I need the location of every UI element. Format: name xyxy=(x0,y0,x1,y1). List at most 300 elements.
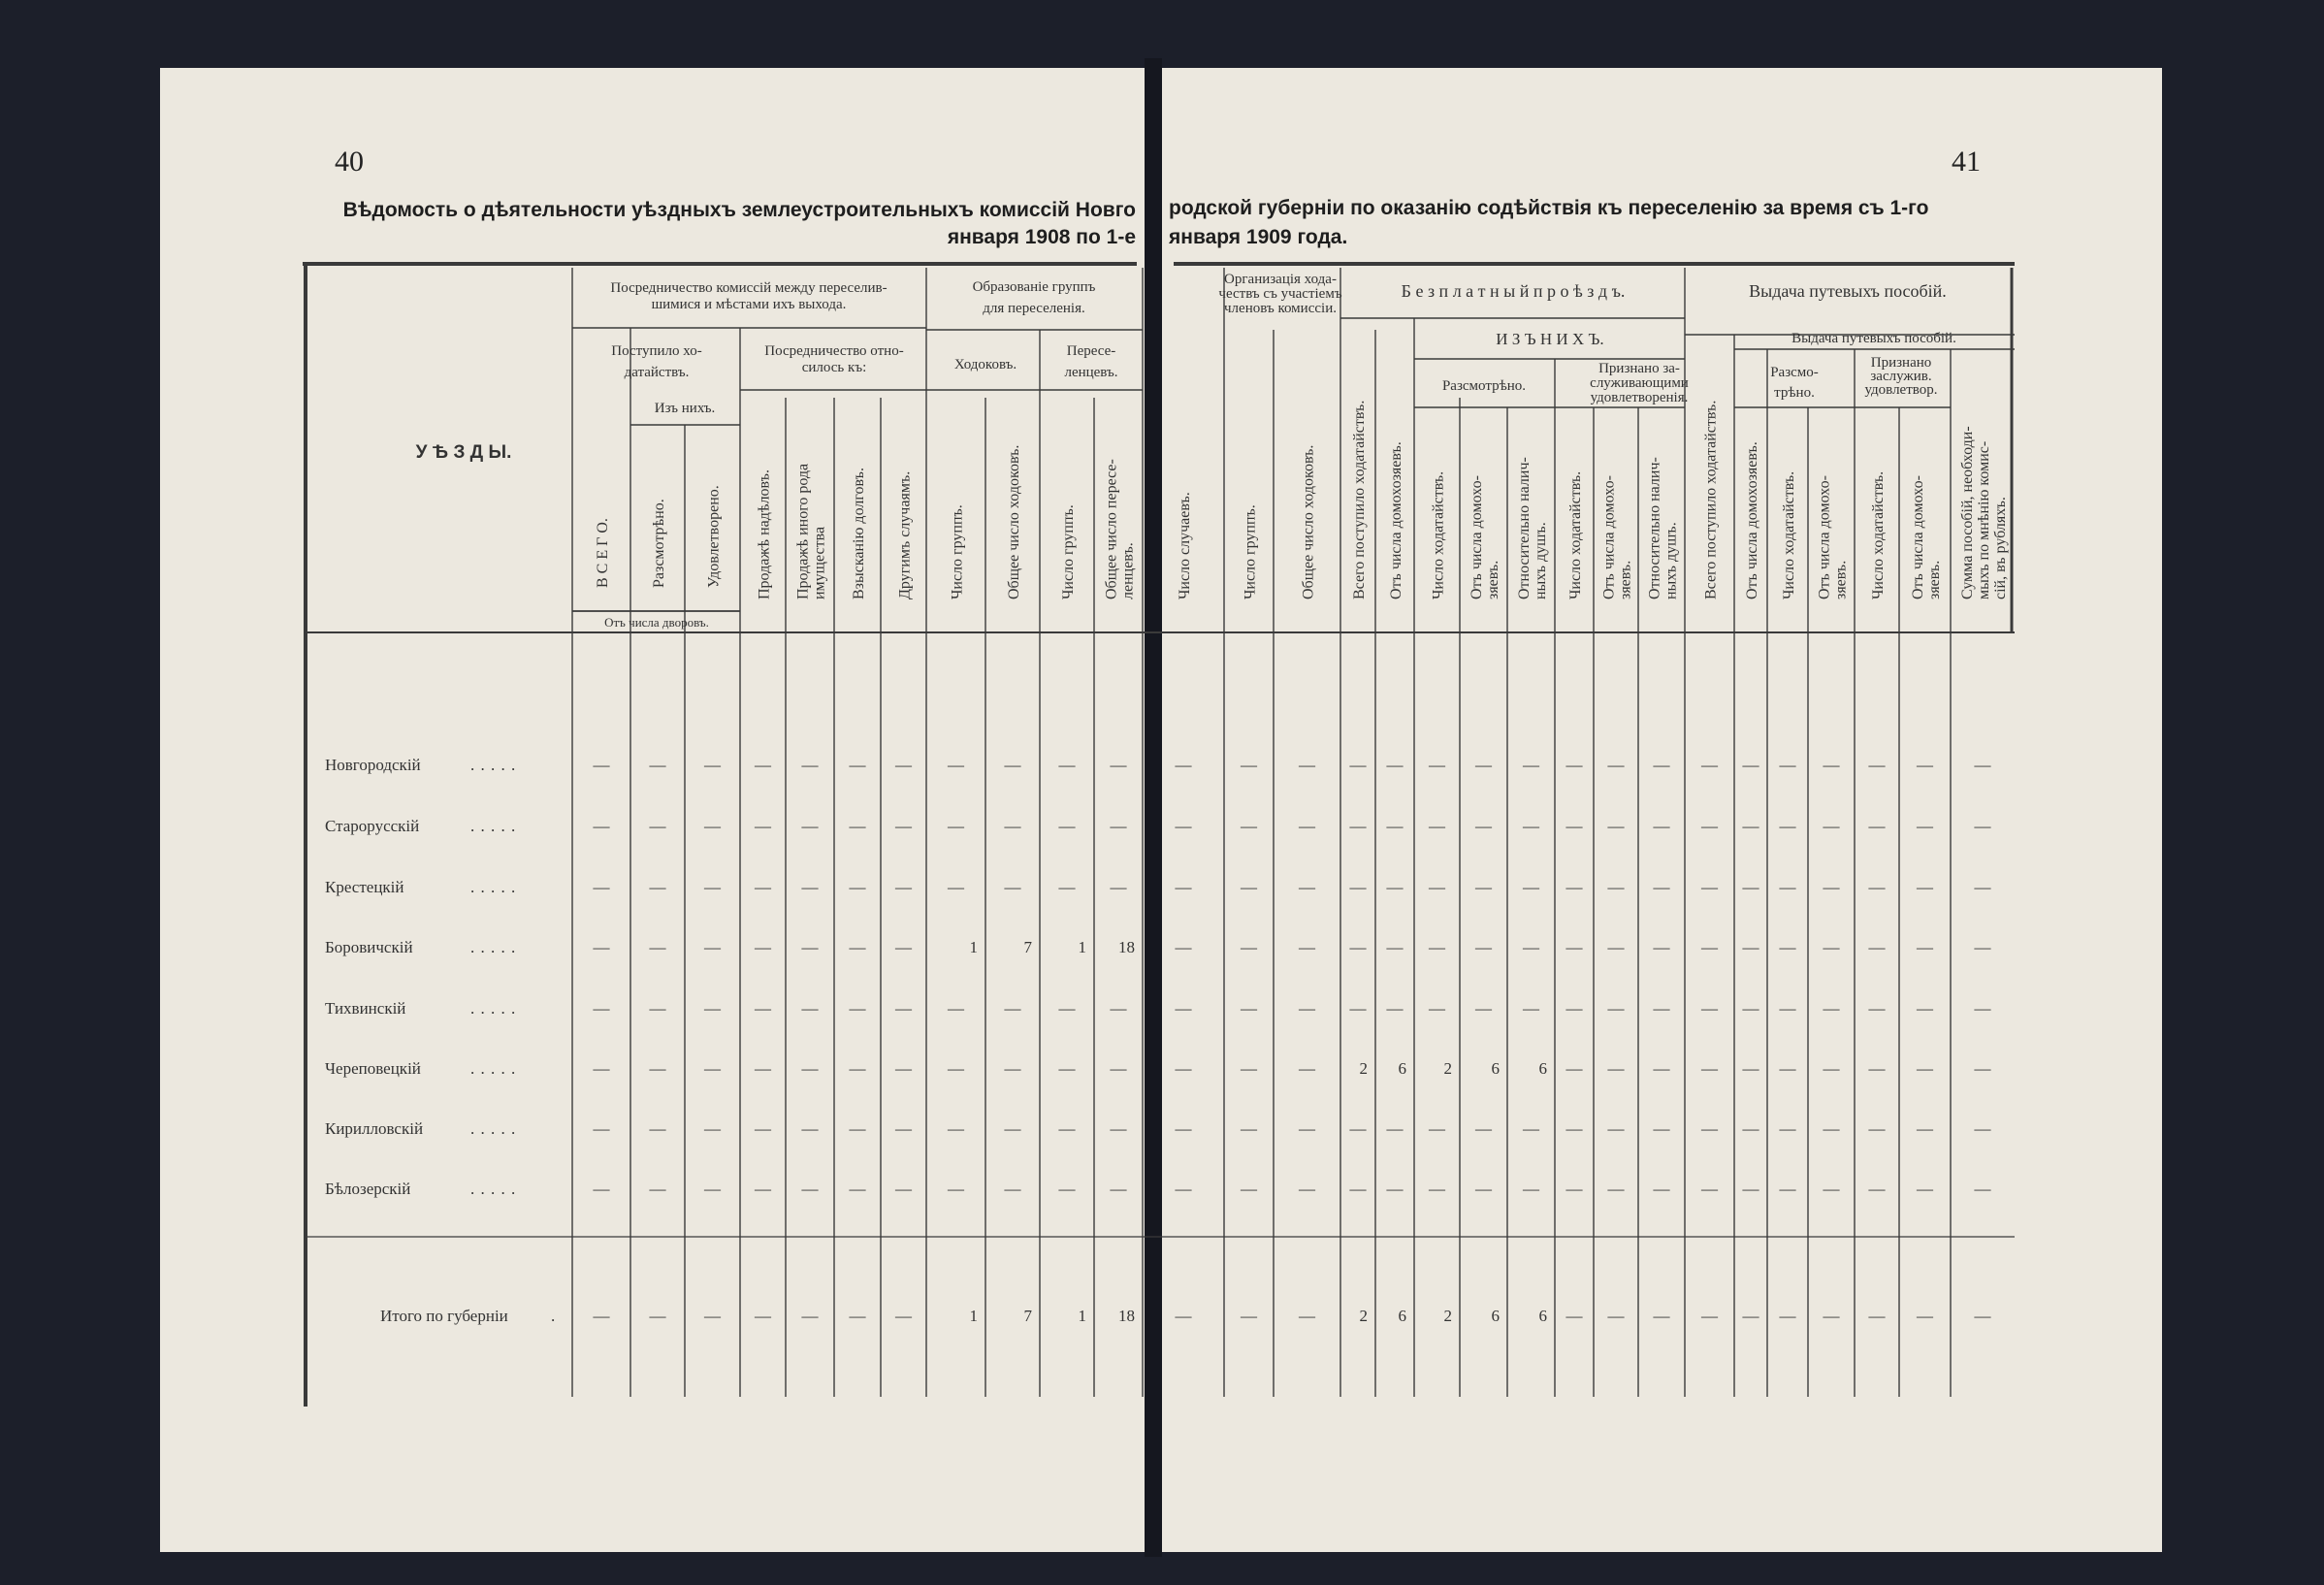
row-2-dash: — xyxy=(1429,817,1445,835)
row-5-dash: — xyxy=(1175,999,1192,1018)
column-header-5: имущества xyxy=(811,526,828,599)
row-2-dash: — xyxy=(1868,817,1886,835)
total-row-dash: — xyxy=(1742,1307,1759,1325)
row-8-dash: — xyxy=(1523,1180,1539,1198)
row-4-value: 1 xyxy=(1078,938,1086,956)
column-header-26: зяевъ. xyxy=(1832,560,1850,599)
row-6-dash: — xyxy=(1917,1059,1933,1078)
row-6-dash: — xyxy=(849,1059,866,1078)
posred-otnos-header: Посредничество отно- xyxy=(764,343,904,359)
row-8-dash: — xyxy=(1386,1180,1404,1198)
row-6-dash: — xyxy=(1779,1059,1796,1078)
row-8-leader-dots: . . . . . xyxy=(470,1180,517,1198)
row-4-dash: — xyxy=(1386,938,1404,956)
row-7-dash: — xyxy=(1742,1119,1759,1138)
row-2-dash: — xyxy=(1779,817,1796,835)
row-4-dash: — xyxy=(1241,938,1257,956)
total-row-dash: — xyxy=(1823,1307,1840,1325)
column-header-29: сій, въ рубляхъ. xyxy=(1992,497,2009,599)
row-5-dash: — xyxy=(948,999,964,1018)
row-1-dash: — xyxy=(1779,756,1796,774)
row-3-dash: — xyxy=(1241,878,1257,896)
group-header-organizatsiya: Организація хода- xyxy=(1224,272,1337,287)
row-3-dash: — xyxy=(1742,878,1759,896)
row-6-dash: — xyxy=(948,1059,964,1078)
row-7-dash: — xyxy=(895,1119,912,1138)
row-6-leader-dots: . . . . . xyxy=(470,1059,517,1078)
row-2-dash: — xyxy=(1475,817,1492,835)
row-8-dash: — xyxy=(1058,1180,1076,1198)
row-8-dash: — xyxy=(1175,1180,1192,1198)
row-7-dash: — xyxy=(1823,1119,1840,1138)
row-4-dash: — xyxy=(1653,938,1670,956)
row-1-leader-dots: . . . . . xyxy=(470,756,517,774)
total-row-dash: — xyxy=(1241,1307,1257,1325)
row-8-dash: — xyxy=(1868,1180,1886,1198)
total-row-value: 1 xyxy=(969,1307,978,1325)
row-1-dash: — xyxy=(849,756,866,774)
total-row-dash: — xyxy=(755,1307,771,1325)
group-header-bezplatny: Б е з п л а т н ы й п р о ѣ з д ъ. xyxy=(1401,281,1626,301)
group-header-posrednichestvo: Посредничество комиссій между переселив- xyxy=(610,280,888,296)
row-2-name: Старорусскій xyxy=(325,817,420,835)
row-2-dash: — xyxy=(1110,817,1127,835)
row-1-dash: — xyxy=(1110,756,1127,774)
column-header-8: Число группъ. xyxy=(949,504,966,599)
row-7-dash: — xyxy=(1004,1119,1021,1138)
column-header-3: Удовлетворено. xyxy=(705,485,723,588)
total-row-value: 2 xyxy=(1443,1307,1452,1325)
row-7-dash: — xyxy=(1974,1119,1991,1138)
row-6-dash: — xyxy=(1241,1059,1257,1078)
row-8-dash: — xyxy=(1241,1180,1257,1198)
column-header-6: Взысканію долговъ. xyxy=(851,468,867,599)
row-7-dash: — xyxy=(1429,1119,1445,1138)
row-6-dash: — xyxy=(801,1059,819,1078)
column-header-18: Отъ числа домохо- xyxy=(1469,475,1485,599)
row-7-dash: — xyxy=(1868,1119,1886,1138)
row-7-dash: — xyxy=(755,1119,771,1138)
row-4-dash: — xyxy=(895,938,912,956)
row-3-dash: — xyxy=(1523,878,1539,896)
row-2-dash: — xyxy=(649,817,666,835)
row-3-dash: — xyxy=(801,878,819,896)
row-4-value: 7 xyxy=(1023,938,1032,956)
row-5-dash: — xyxy=(1742,999,1759,1018)
row-6-value: 6 xyxy=(1398,1059,1406,1078)
row-7-dash: — xyxy=(704,1119,721,1138)
row-5-dash: — xyxy=(704,999,721,1018)
row-6-value: 6 xyxy=(1538,1059,1547,1078)
row-6-dash: — xyxy=(1110,1059,1127,1078)
column-header-12: Число случаевъ. xyxy=(1177,492,1193,599)
row-7-dash: — xyxy=(801,1119,819,1138)
column-header-1: В С Е Г О. xyxy=(595,518,611,588)
row-7-dash: — xyxy=(948,1119,964,1138)
column-header-22: Относительно налич- xyxy=(1646,457,1663,599)
row-8-dash: — xyxy=(1004,1180,1021,1198)
row-1-dash: — xyxy=(1974,756,1991,774)
row-8-dash: — xyxy=(1429,1180,1445,1198)
row-5-dash: — xyxy=(1349,999,1367,1018)
total-row-dash: — xyxy=(1299,1307,1315,1325)
total-row-value: 1 xyxy=(1078,1307,1086,1325)
row-3-dash: — xyxy=(704,878,721,896)
khodokov-header: Ходоковъ. xyxy=(953,357,1017,372)
row-2-dash: — xyxy=(704,817,721,835)
row-3-dash: — xyxy=(1653,878,1670,896)
row-6-dash: — xyxy=(1974,1059,1991,1078)
row-3-dash: — xyxy=(1386,878,1404,896)
razsmo-header: трѣно. xyxy=(1774,385,1815,401)
column-header-24: Отъ числа домохозяевъ. xyxy=(1744,441,1760,599)
column-header-4: Продажѣ надѣловъ. xyxy=(756,469,773,599)
row-2-dash: — xyxy=(948,817,964,835)
total-row-dash: — xyxy=(1565,1307,1583,1325)
column-header-17: Число ходатайствъ. xyxy=(1430,470,1447,599)
row-8-dash: — xyxy=(1917,1180,1933,1198)
iz-nikh-header: Изъ нихъ. xyxy=(654,401,716,416)
row-4-dash: — xyxy=(801,938,819,956)
row-7-dash: — xyxy=(649,1119,666,1138)
priznano2-header: удовлетвор. xyxy=(1864,382,1938,398)
row-8-dash: — xyxy=(1349,1180,1367,1198)
column-header-7: Другимъ случаямъ. xyxy=(896,470,914,599)
row-1-dash: — xyxy=(1701,756,1718,774)
row-6-value: 2 xyxy=(1359,1059,1368,1078)
razsmo-header: Разсмо- xyxy=(1770,365,1819,380)
row-5-dash: — xyxy=(649,999,666,1018)
row-5-dash: — xyxy=(1523,999,1539,1018)
row-6-dash: — xyxy=(895,1059,912,1078)
postupilo-header: Поступило хо- xyxy=(611,343,702,359)
total-row-dash: — xyxy=(1917,1307,1933,1325)
row-1-dash: — xyxy=(895,756,912,774)
row-7-dash: — xyxy=(1701,1119,1718,1138)
row-3-dash: — xyxy=(1607,878,1625,896)
row-1-dash: — xyxy=(801,756,819,774)
row-8-dash: — xyxy=(1565,1180,1583,1198)
group-header-obrazovanie: для переселенія. xyxy=(983,301,1085,316)
total-row-dash: — xyxy=(649,1307,666,1325)
row-6-dash: — xyxy=(1742,1059,1759,1078)
row-6-dash: — xyxy=(1565,1059,1583,1078)
row-6-value: 2 xyxy=(1443,1059,1452,1078)
column-header-29: Сумма пособій, необходи- xyxy=(1959,426,1976,599)
row-3-dash: — xyxy=(755,878,771,896)
total-row-dash: — xyxy=(1974,1307,1991,1325)
priznano-header: служивающими xyxy=(1590,375,1689,391)
row-8-dash: — xyxy=(649,1180,666,1198)
row-7-dash: — xyxy=(1779,1119,1796,1138)
row-2-dash: — xyxy=(1299,817,1315,835)
column-header-21: Отъ числа домохо- xyxy=(1600,475,1618,599)
column-header-15: Всего поступило ходатайствъ. xyxy=(1351,400,1368,599)
row-2-dash: — xyxy=(1823,817,1840,835)
row-1-dash: — xyxy=(1241,756,1257,774)
row-3-dash: — xyxy=(1175,878,1192,896)
row-4-dash: — xyxy=(1349,938,1367,956)
row-4-value: 18 xyxy=(1118,938,1135,956)
row-3-dash: — xyxy=(1701,878,1718,896)
total-row-dash: — xyxy=(593,1307,610,1325)
row-5-dash: — xyxy=(1868,999,1886,1018)
column-header-10: Число группъ. xyxy=(1060,504,1077,599)
column-header-26: Отъ числа домохо- xyxy=(1816,475,1833,599)
row-4-dash: — xyxy=(1607,938,1625,956)
row-8-dash: — xyxy=(704,1180,721,1198)
row-1-dash: — xyxy=(1607,756,1625,774)
row-5-dash: — xyxy=(1701,999,1718,1018)
row-5-leader-dots: . . . . . xyxy=(470,999,517,1018)
row-1-dash: — xyxy=(1917,756,1933,774)
row-8-dash: — xyxy=(1779,1180,1796,1198)
row-6-dash: — xyxy=(593,1059,610,1078)
row-5-name: Тихвинскій xyxy=(325,999,406,1018)
row-3-dash: — xyxy=(593,878,610,896)
row-4-dash: — xyxy=(1742,938,1759,956)
row-2-dash: — xyxy=(801,817,819,835)
row-1-dash: — xyxy=(1299,756,1315,774)
row-8-dash: — xyxy=(801,1180,819,1198)
row-1-name: Новгородскій xyxy=(325,756,421,774)
row-4-dash: — xyxy=(1475,938,1492,956)
row-2-dash: — xyxy=(1742,817,1759,835)
row-6-dash: — xyxy=(1607,1059,1625,1078)
total-row-value: 6 xyxy=(1398,1307,1406,1325)
column-header-20: Число ходатайствъ. xyxy=(1567,470,1584,599)
row-5-dash: — xyxy=(1386,999,1404,1018)
row-5-dash: — xyxy=(1607,999,1625,1018)
total-row-dash: — xyxy=(801,1307,819,1325)
pereselentsev-header: ленцевъ. xyxy=(1064,365,1118,380)
row-6-dash: — xyxy=(649,1059,666,1078)
row-1-dash: — xyxy=(1429,756,1445,774)
row-4-dash: — xyxy=(755,938,771,956)
total-row-dash: — xyxy=(1868,1307,1886,1325)
row-8-dash: — xyxy=(593,1180,610,1198)
row-6-dash: — xyxy=(1004,1059,1021,1078)
row-4-dash: — xyxy=(1565,938,1583,956)
row-6-dash: — xyxy=(1701,1059,1718,1078)
row-1-dash: — xyxy=(1004,756,1021,774)
row-7-dash: — xyxy=(1241,1119,1257,1138)
column-header-2: Разсмотрѣно. xyxy=(651,499,667,588)
row-8-dash: — xyxy=(1475,1180,1492,1198)
row-6-dash: — xyxy=(1823,1059,1840,1078)
row-2-dash: — xyxy=(1607,817,1625,835)
row-3-dash: — xyxy=(1475,878,1492,896)
row-7-dash: — xyxy=(1475,1119,1492,1138)
row-3-dash: — xyxy=(1823,878,1840,896)
row-4-dash: — xyxy=(849,938,866,956)
row-2-dash: — xyxy=(1974,817,1991,835)
column-header-11: Общее число пересе- xyxy=(1103,459,1120,599)
row-2-dash: — xyxy=(1058,817,1076,835)
row-5-dash: — xyxy=(1110,999,1127,1018)
row-4-value: 1 xyxy=(969,938,978,956)
row-5-dash: — xyxy=(755,999,771,1018)
page-number-left: 40 xyxy=(335,146,364,178)
row-4-name: Боровичскій xyxy=(325,938,413,956)
row-1-dash: — xyxy=(1823,756,1840,774)
row-8-dash: — xyxy=(1299,1180,1315,1198)
row-4-dash: — xyxy=(1974,938,1991,956)
row-1-dash: — xyxy=(1175,756,1192,774)
row-4-dash: — xyxy=(649,938,666,956)
row-3-dash: — xyxy=(1349,878,1367,896)
priznano2-header: заслужив. xyxy=(1870,369,1932,384)
group-header-posrednichestvo: шимися и мѣстами ихъ выхода. xyxy=(651,297,847,312)
column-header-13: Число группъ. xyxy=(1242,504,1259,599)
vydacha-sub-header: Выдача путевыхъ пособій. xyxy=(1791,331,1956,346)
column-header-19: Относительно налич- xyxy=(1516,457,1533,599)
row-5-dash: — xyxy=(593,999,610,1018)
group-header-organizatsiya: членовъ комиссіи. xyxy=(1224,301,1337,316)
total-row-dash: — xyxy=(1653,1307,1670,1325)
row-2-dash: — xyxy=(1241,817,1257,835)
row-2-dash: — xyxy=(1565,817,1583,835)
row-1-dash: — xyxy=(1868,756,1886,774)
row-7-dash: — xyxy=(1175,1119,1192,1138)
row-2-dash: — xyxy=(1004,817,1021,835)
row-5-dash: — xyxy=(1299,999,1315,1018)
ot-chisla-dvorov-header: Отъ числа дворовъ. xyxy=(604,615,709,630)
total-row-dash: — xyxy=(849,1307,866,1325)
row-8-dash: — xyxy=(1974,1180,1991,1198)
row-3-dash: — xyxy=(1429,878,1445,896)
row-5-dash: — xyxy=(1429,999,1445,1018)
row-5-dash: — xyxy=(895,999,912,1018)
row-3-dash: — xyxy=(1779,878,1796,896)
row-1-dash: — xyxy=(1523,756,1539,774)
column-header-19: ныхъ душъ. xyxy=(1533,522,1549,599)
row-2-leader-dots: . . . . . xyxy=(470,817,517,835)
row-8-name: Бѣлозерскій xyxy=(325,1180,411,1198)
row-2-dash: — xyxy=(1175,817,1192,835)
row-3-dash: — xyxy=(1110,878,1127,896)
priznano-header: удовлетворенія. xyxy=(1590,390,1689,405)
row-5-dash: — xyxy=(1565,999,1583,1018)
row-2-dash: — xyxy=(593,817,610,835)
total-row-value: 18 xyxy=(1118,1307,1135,1325)
row-2-dash: — xyxy=(1386,817,1404,835)
row-6-value: 6 xyxy=(1491,1059,1500,1078)
row-3-dash: — xyxy=(649,878,666,896)
row-1-dash: — xyxy=(704,756,721,774)
total-row-dash: — xyxy=(1175,1307,1192,1325)
row-4-dash: — xyxy=(1868,938,1886,956)
row-5-dash: — xyxy=(1475,999,1492,1018)
row-4-dash: — xyxy=(1779,938,1796,956)
row-2-dash: — xyxy=(1917,817,1933,835)
row-5-dash: — xyxy=(1058,999,1076,1018)
row-4-dash: — xyxy=(1299,938,1315,956)
page-number-right: 41 xyxy=(1952,146,1981,178)
iz-nikh-big-header: И З Ъ Н И Х Ъ. xyxy=(1496,330,1604,348)
row-8-dash: — xyxy=(1110,1180,1127,1198)
column-header-11: ленцевъ. xyxy=(1119,542,1137,599)
row-1-dash: — xyxy=(649,756,666,774)
group-header-obrazovanie: Образованіе группъ xyxy=(972,279,1096,295)
row-8-dash: — xyxy=(895,1180,912,1198)
title-line2-left: января 1908 по 1-е xyxy=(947,226,1136,248)
column-header-16: Отъ числа домохозяевъ. xyxy=(1388,441,1404,599)
row-7-name: Кирилловскій xyxy=(325,1119,424,1138)
row-5-dash: — xyxy=(1241,999,1257,1018)
column-header-23: Всего поступило ходатайствъ. xyxy=(1702,400,1720,599)
row-4-dash: — xyxy=(704,938,721,956)
column-header-28: Отъ числа домохо- xyxy=(1910,475,1926,599)
column-header-25: Число ходатайствъ. xyxy=(1781,470,1797,599)
total-row-leader-dots: . xyxy=(551,1307,557,1325)
row-1-dash: — xyxy=(593,756,610,774)
row-4-dash: — xyxy=(1429,938,1445,956)
row-3-name: Крестецкій xyxy=(325,878,404,896)
row-5-dash: — xyxy=(1823,999,1840,1018)
row-2-dash: — xyxy=(1653,817,1670,835)
row-6-dash: — xyxy=(1653,1059,1670,1078)
row-5-dash: — xyxy=(1004,999,1021,1018)
row-7-dash: — xyxy=(1386,1119,1404,1138)
row-6-dash: — xyxy=(1058,1059,1076,1078)
title-line1-left: Вѣдомость о дѣятельности уѣздныхъ землеустроительныхъ комиссій Новго xyxy=(342,199,1136,221)
row-8-dash: — xyxy=(1742,1180,1759,1198)
total-row-dash: — xyxy=(895,1307,912,1325)
priznano2-header: Признано xyxy=(1870,355,1932,371)
row-2-dash: — xyxy=(755,817,771,835)
row-7-dash: — xyxy=(1607,1119,1625,1138)
total-row-value: 6 xyxy=(1491,1307,1500,1325)
total-row-dash: — xyxy=(1779,1307,1796,1325)
row-4-dash: — xyxy=(1523,938,1539,956)
row-2-dash: — xyxy=(895,817,912,835)
row-3-dash: — xyxy=(849,878,866,896)
row-3-dash: — xyxy=(948,878,964,896)
total-row-value: 7 xyxy=(1023,1307,1032,1325)
column-header-9: Общее число ходоковъ. xyxy=(1006,444,1022,599)
uezdy-header: У Ѣ З Д Ы. xyxy=(415,442,512,463)
row-4-leader-dots: . . . . . xyxy=(470,938,517,956)
row-4-dash: — xyxy=(1701,938,1718,956)
row-8-dash: — xyxy=(1607,1180,1625,1198)
row-3-dash: — xyxy=(1917,878,1933,896)
row-5-dash: — xyxy=(849,999,866,1018)
row-3-leader-dots: . . . . . xyxy=(470,878,517,896)
row-3-dash: — xyxy=(1974,878,1991,896)
row-6-dash: — xyxy=(1299,1059,1315,1078)
row-3-dash: — xyxy=(1868,878,1886,896)
priznano-header: Признано за- xyxy=(1598,361,1680,376)
row-1-dash: — xyxy=(1742,756,1759,774)
row-7-dash: — xyxy=(1110,1119,1127,1138)
group-header-organizatsiya: чествъ съ участіемъ xyxy=(1218,286,1342,302)
row-7-dash: — xyxy=(593,1119,610,1138)
row-7-leader-dots: . . . . . xyxy=(470,1119,517,1138)
row-5-dash: — xyxy=(801,999,819,1018)
row-5-dash: — xyxy=(1653,999,1670,1018)
column-header-21: зяевъ. xyxy=(1617,560,1634,599)
row-7-dash: — xyxy=(1523,1119,1539,1138)
postupilo-header: датайствъ. xyxy=(624,365,690,380)
row-1-dash: — xyxy=(948,756,964,774)
row-4-dash: — xyxy=(1823,938,1840,956)
row-2-dash: — xyxy=(1349,817,1367,835)
row-6-dash: — xyxy=(704,1059,721,1078)
row-8-dash: — xyxy=(1701,1180,1718,1198)
row-3-dash: — xyxy=(895,878,912,896)
row-5-dash: — xyxy=(1917,999,1933,1018)
